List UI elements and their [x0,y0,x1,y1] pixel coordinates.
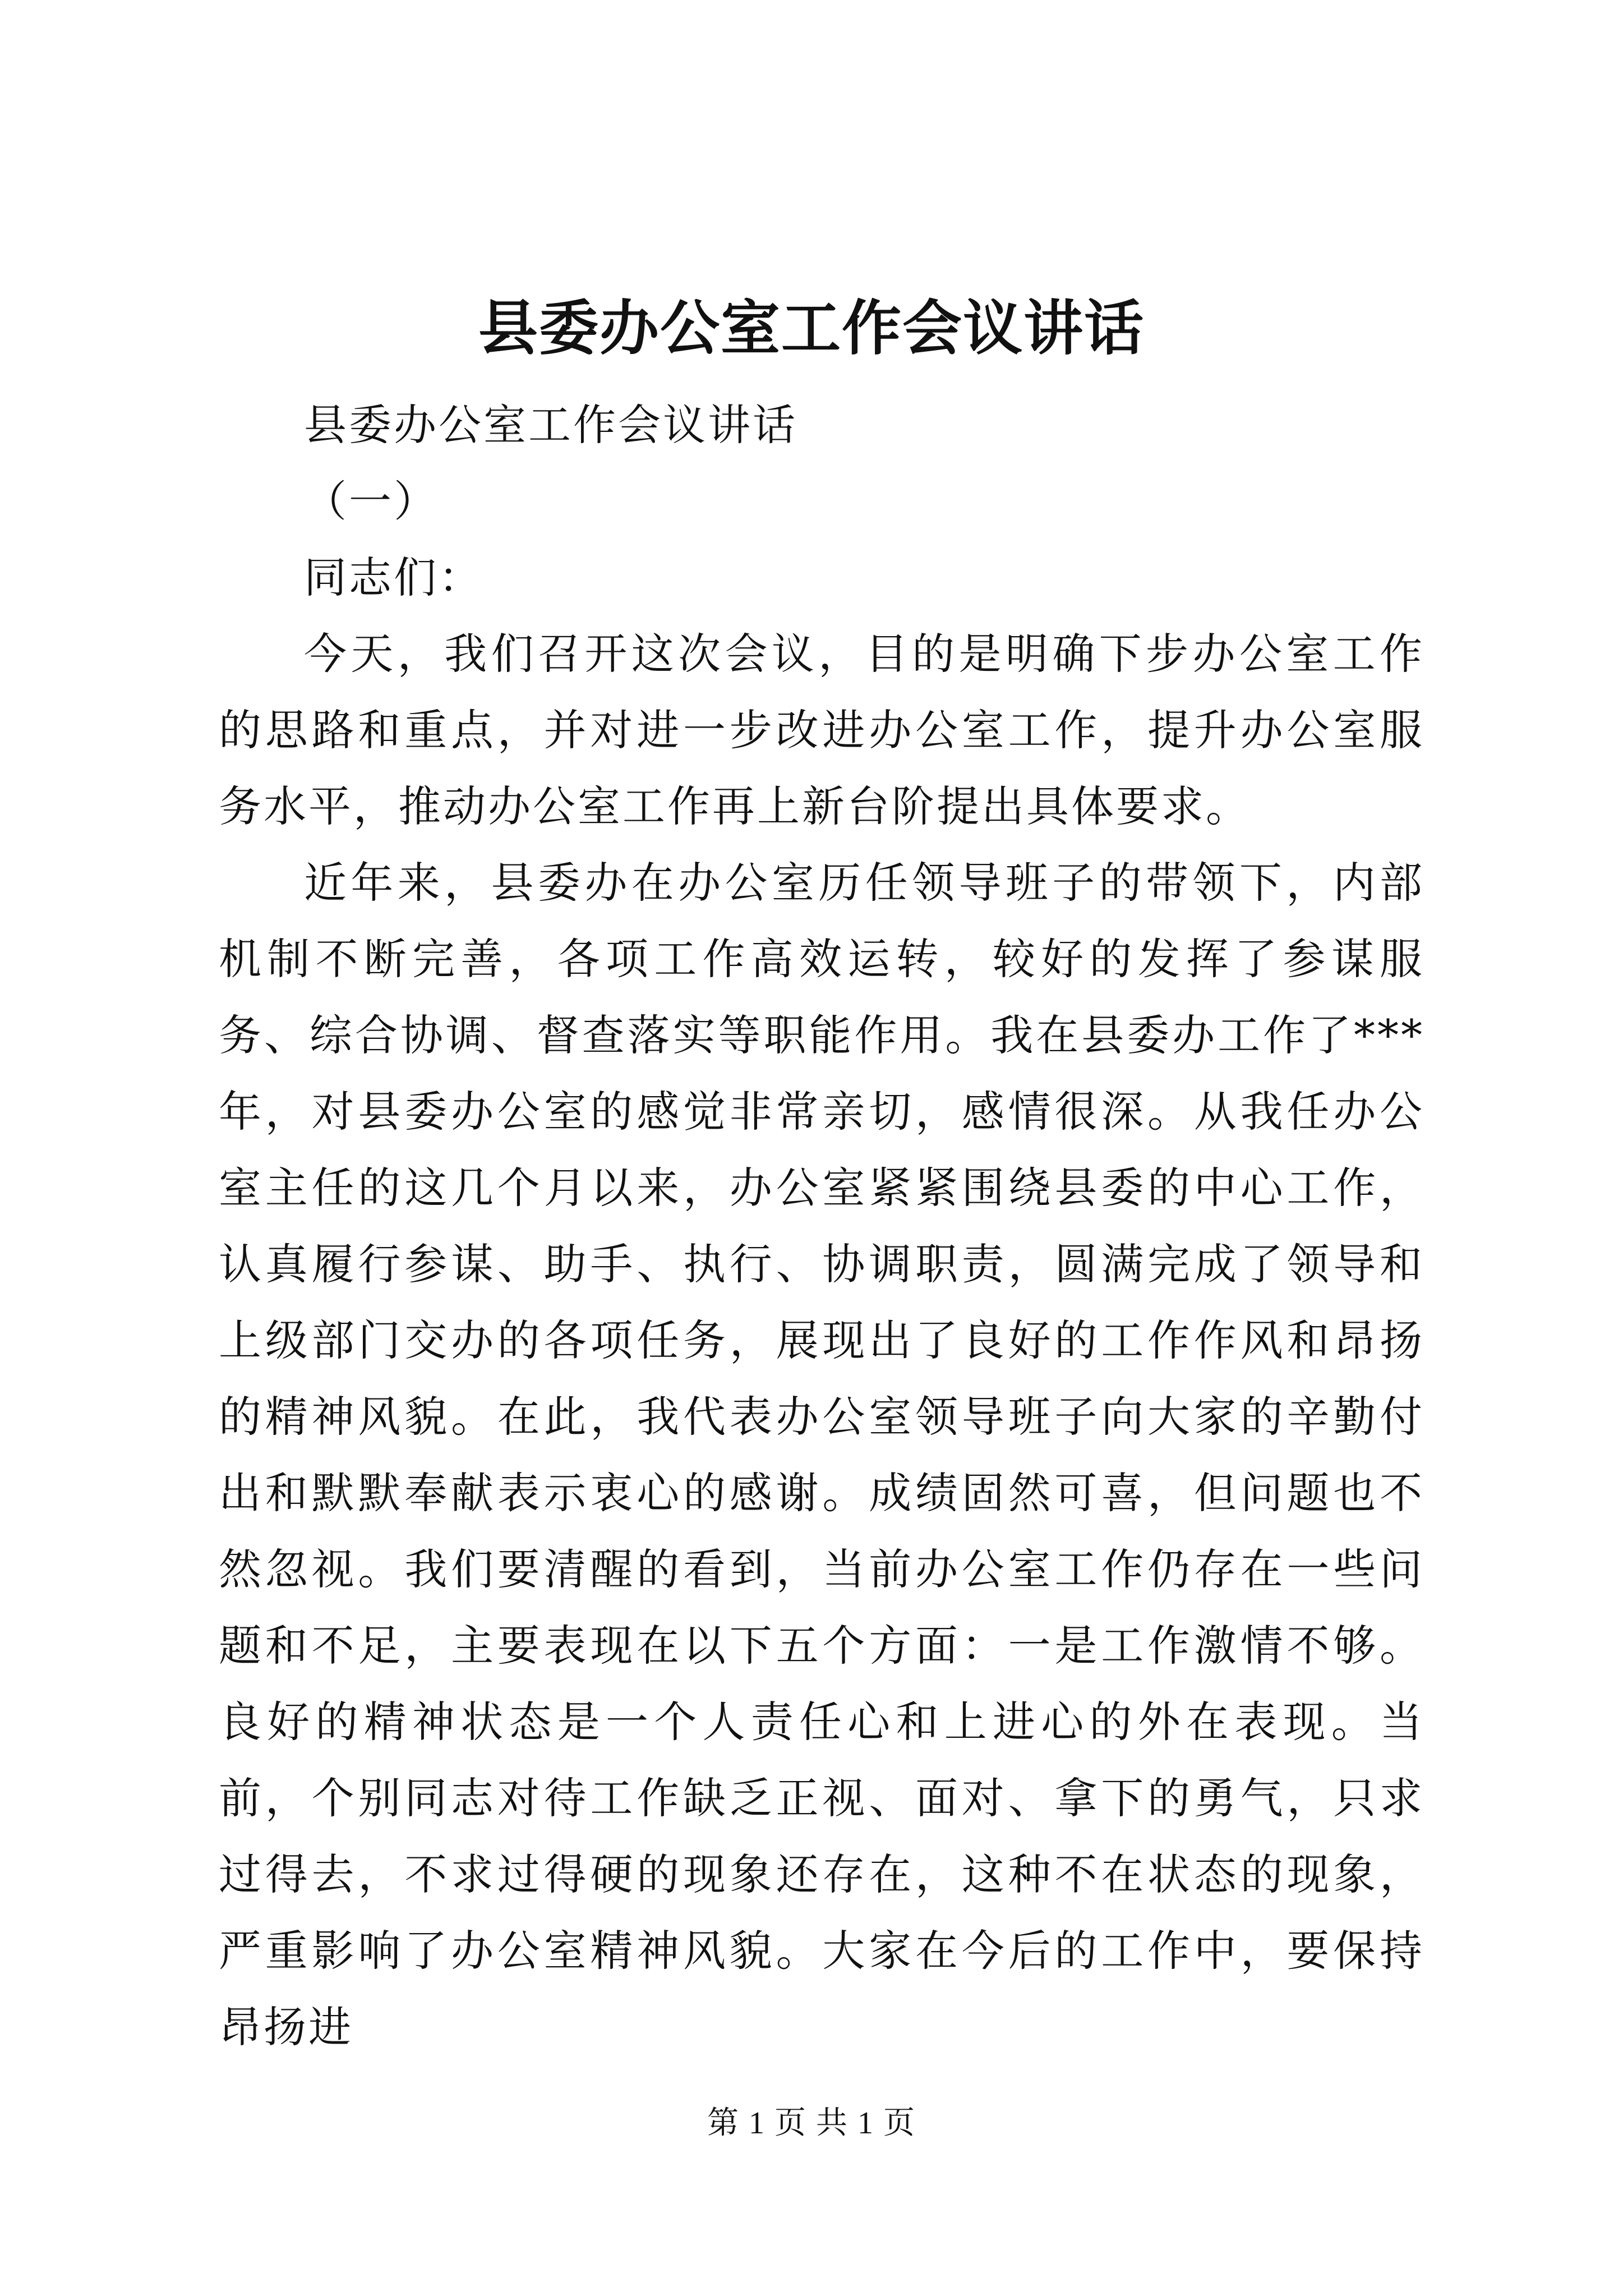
body-paragraph: 近年来，县委办在办公室历任领导班子的带领下，内部机制不断完善，各项工作高效运转，较好的发挥了参谋服务、综合协调、督查落实等职能作用。我在县委办工作了***年，对县委办公室的感觉非常亲切，感情很深。从我任办公室主任的这几个月以来，办公室紧紧围绕县委的中心工作，认真履行参谋、助手、执行、协调职责，圆满完成了领导和上级部门交办的各项任务，展现出了良好的工作作风和昂扬的精神风貌。在此，我代表办公室领导班子向大家的辛勤付出和默默奉献表示衷心的感谢。成绩固然可喜，但问题也不然忽视。我们要清醒的看到，当前办公室工作仍存在一些问题和不足，主要表现在以下五个方面：一是工作激情不够。良好的精神状态是一个人责任心和上进心的外在表现。当前，个别同志对待工作缺乏正视、面对、拿下的勇气，只求过得去，不求过得硬的现象还存在，这种不在状态的现象，严重影响了办公室精神风貌。大家在今后的工作中，要保持昂扬进 [219,858,1424,2052]
salutation-paragraph: 同志们： [304,553,483,602]
page-footer: 第 1 页 共 1 页 [707,2106,916,2141]
body-paragraph: 今天，我们召开这次会议，目的是明确下步办公室工作的思路和重点，并对进一步改进办公室工作，提升办公室服务水平，推动办公室工作再上新台阶提出具体要求。 [219,629,1424,831]
section-number-paragraph: （一） [304,476,439,526]
subtitle-paragraph: 县委办公室工作会议讲话 [304,400,797,450]
document-title: 县委办公室工作会议讲话 [478,293,1145,363]
document-body [219,387,1424,2065]
